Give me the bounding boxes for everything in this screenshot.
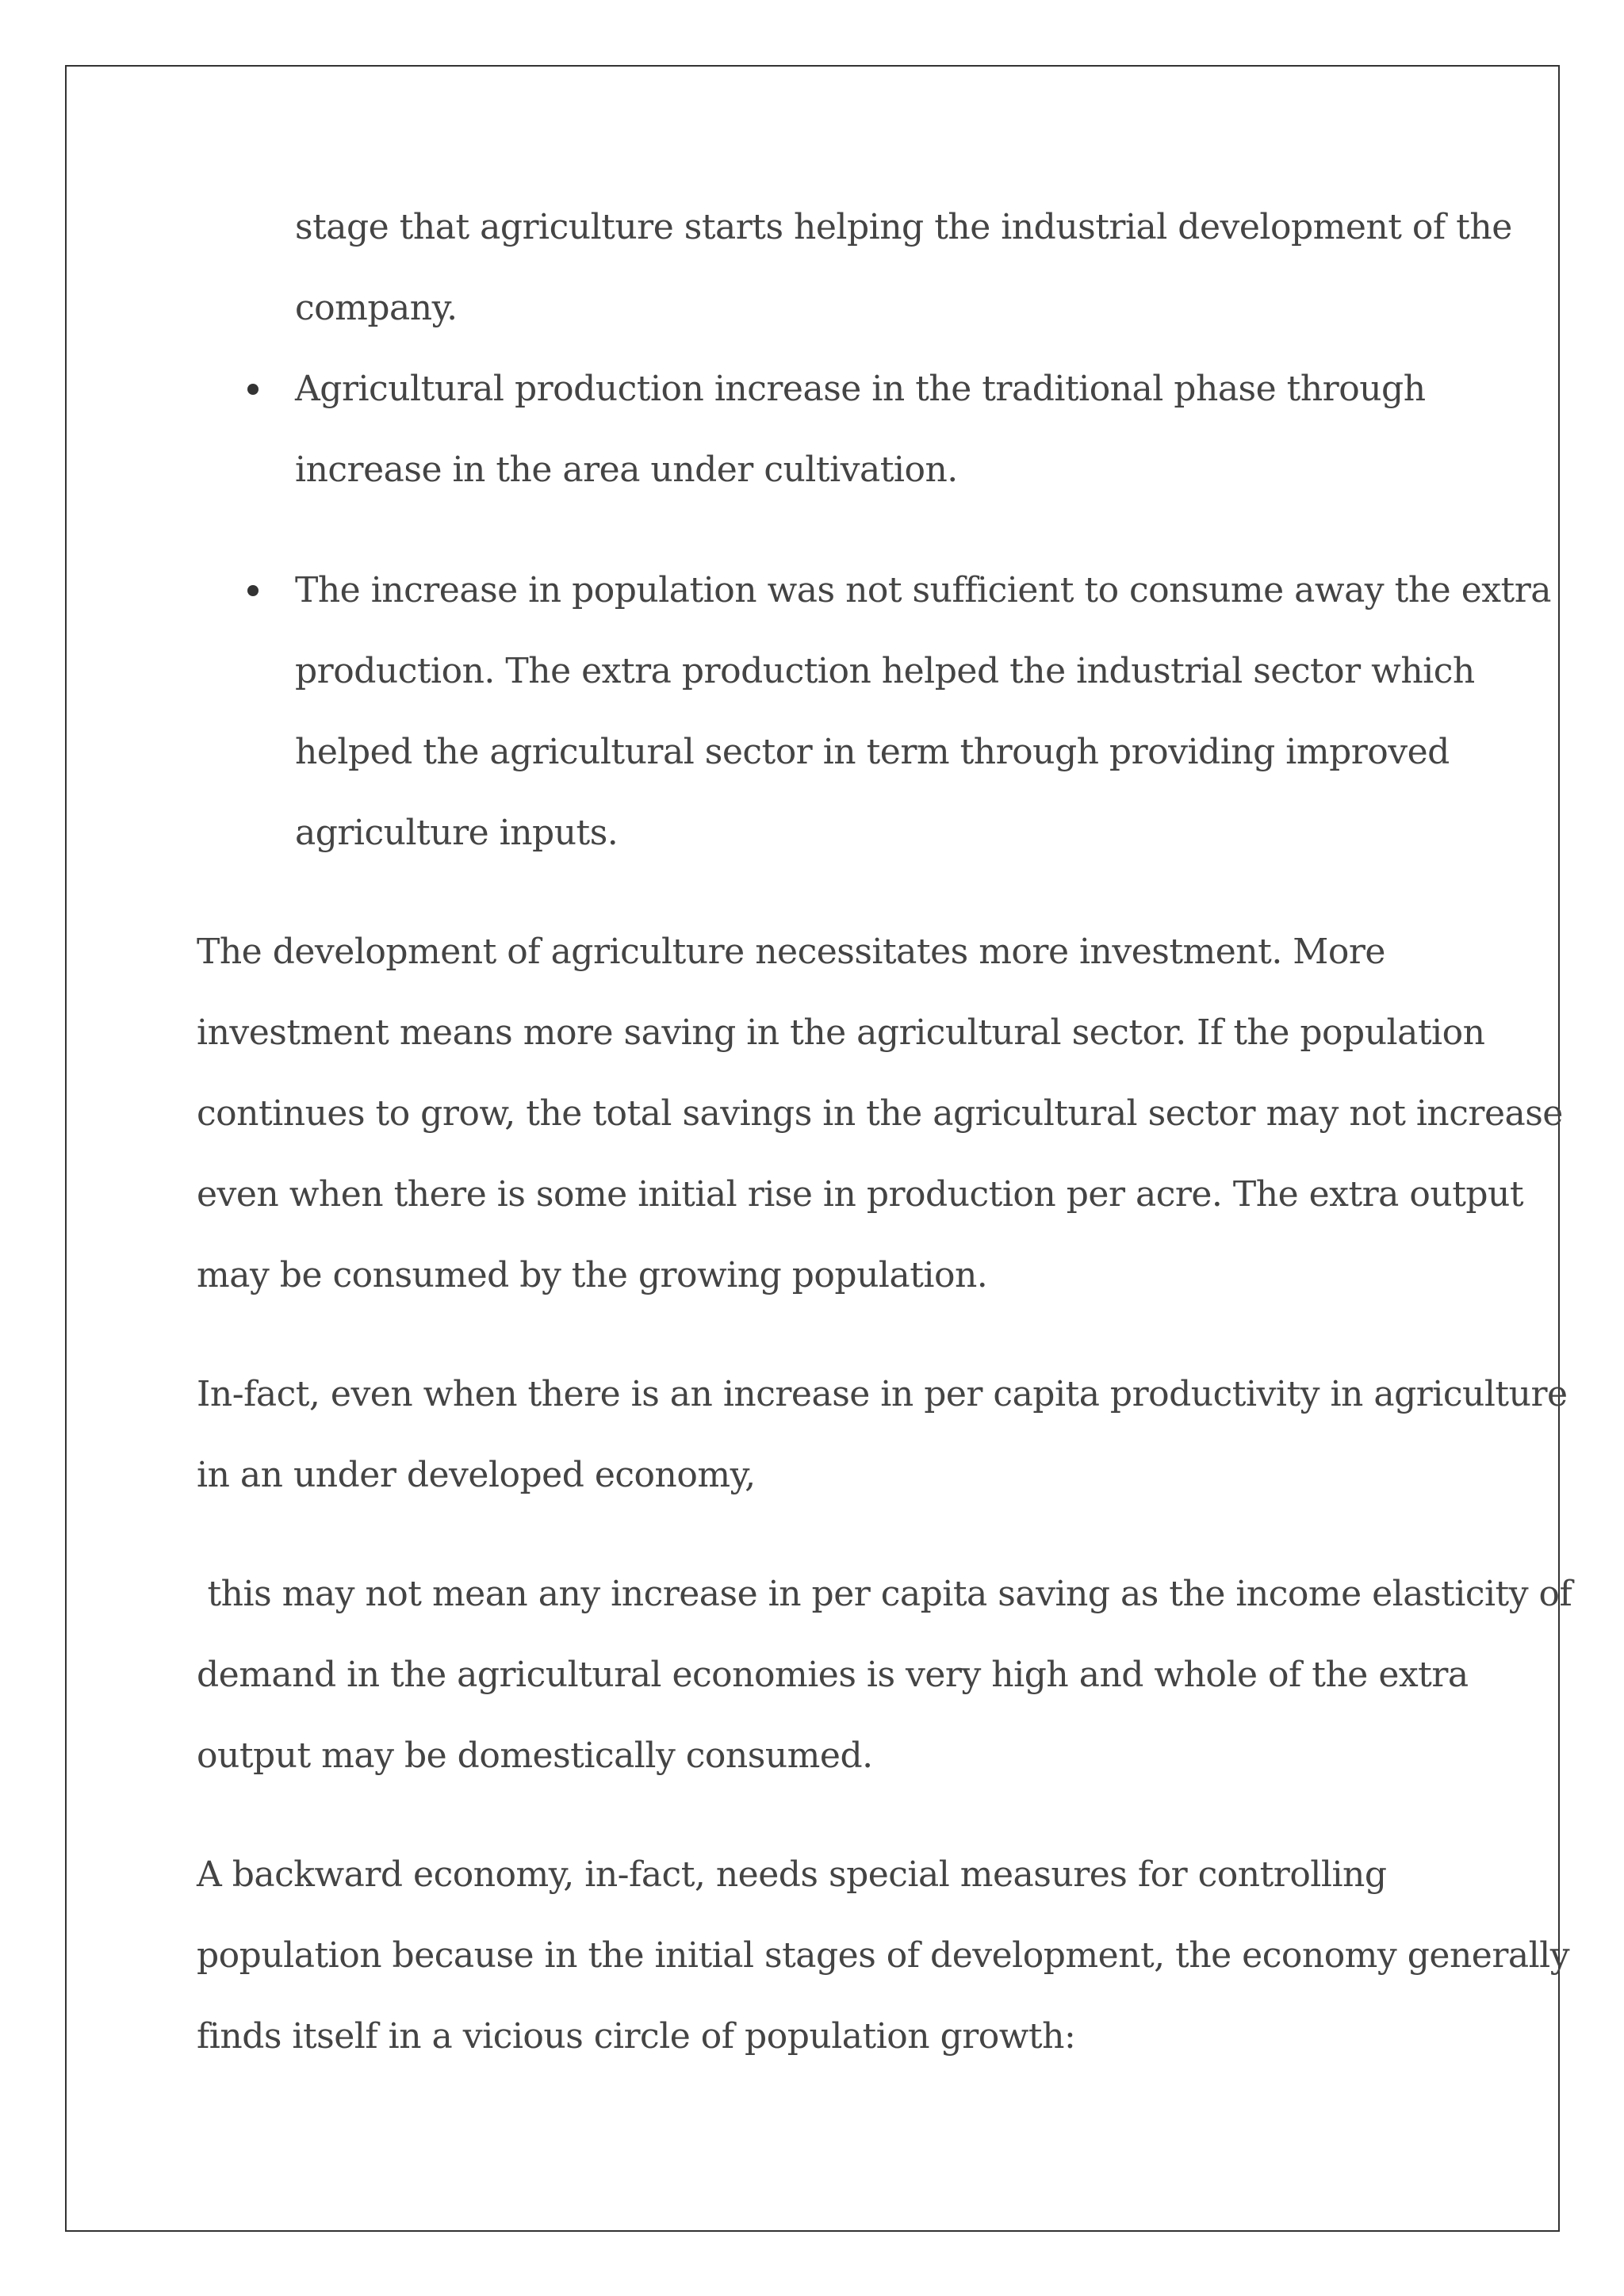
text-line: The development of agriculture necessitates more investment. More: [197, 932, 1385, 972]
text-line: this may not mean any increase in per capita saving as the income elasticity of: [197, 1574, 1572, 1614]
text-line: The increase in population was not sufficient to consume away the extra: [295, 570, 1551, 610]
text-line: population because in the initial stages of development, the economy generally: [197, 1935, 1570, 1976]
bullet-icon: [247, 384, 259, 395]
text-line: increase in the area under cultivation.: [295, 450, 958, 490]
text-line: continues to grow, the total savings in the agricultural sector may not increase: [197, 1093, 1563, 1134]
text-line: stage that agriculture starts helping the industrial development of the: [295, 207, 1512, 247]
text-line: output may be domestically consumed.: [197, 1735, 873, 1776]
text-line: in an under developed economy,: [197, 1455, 756, 1495]
paragraph: [197, 912, 1563, 1316]
text-line: finds itself in a vicious circle of population growth:: [197, 2016, 1076, 2057]
document-body: [197, 187, 1572, 2077]
bullet-item: [295, 349, 1450, 511]
continuation-text: [197, 187, 1512, 349]
text-line: A backward economy, in-fact, needs special measures for controlling: [197, 1854, 1387, 1895]
bullet-list: [197, 349, 1551, 874]
text-line: demand in the agricultural economies is very high and whole of the extra: [197, 1655, 1469, 1695]
text-line: investment means more saving in the agricultural sector. If the population: [197, 1012, 1485, 1053]
text-line: agriculture inputs.: [295, 813, 619, 853]
text-line: production. The extra production helped the industrial sector which: [295, 651, 1475, 691]
bullet-icon: [247, 585, 259, 596]
paragraph: [197, 1835, 1570, 2077]
text-line: may be consumed by the growing population.: [197, 1255, 988, 1295]
text-line: In-fact, even when there is an increase in per capita productivity in agriculture: [197, 1374, 1568, 1414]
bullet-item: [295, 550, 1551, 874]
text-line: even when there is some initial rise in production per acre. The extra output: [197, 1174, 1524, 1215]
text-line: company.: [295, 288, 458, 328]
paragraph: [197, 1554, 1572, 1797]
text-line: Agricultural production increase in the traditional phase through: [295, 369, 1426, 409]
paragraph: [197, 1354, 1568, 1516]
text-line: helped the agricultural sector in term through providing improved: [295, 732, 1450, 772]
